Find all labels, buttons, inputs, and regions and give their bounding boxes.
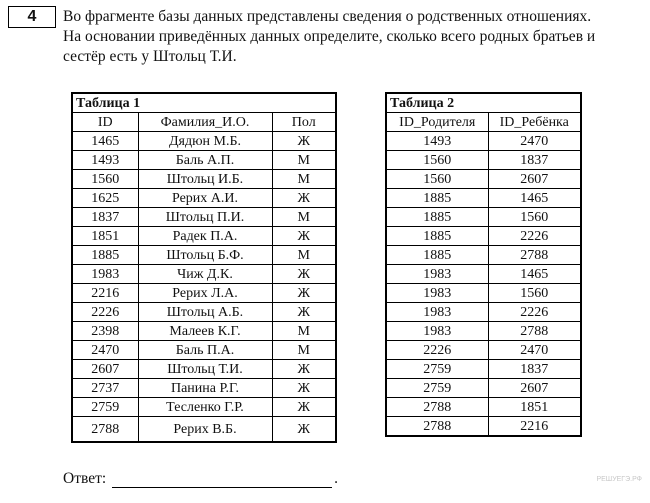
cell-name: Рерих В.Б. [138,417,272,443]
cell-child-id: 2470 [488,132,581,151]
cell-gender: Ж [272,189,336,208]
table-row [72,246,336,265]
cell-id: 2398 [72,322,138,341]
cell-gender: Ж [272,360,336,379]
column-header-id: ID [72,113,138,132]
cell-name: Чиж Д.К. [138,265,272,284]
question-text [63,7,643,67]
cell-parent-id: 1885 [386,246,488,265]
cell-gender: М [272,246,336,265]
cell-gender: Ж [272,265,336,284]
watermark: РЕШУЕГЭ.РФ [596,476,642,483]
cell-child-id: 1465 [488,189,581,208]
table-row [72,227,336,246]
cell-child-id: 2607 [488,379,581,398]
cell-name: Панина Р.Г. [138,379,272,398]
task-number-box [8,6,56,28]
cell-id: 1493 [72,151,138,170]
table-row [72,284,336,303]
cell-child-id: 2788 [488,322,581,341]
cell-child-id: 2788 [488,246,581,265]
cell-name: Штольц А.Б. [138,303,272,322]
cell-parent-id: 1493 [386,132,488,151]
cell-child-id: 2216 [488,417,581,437]
cell-gender: Ж [272,398,336,417]
answer-input-line[interactable] [112,473,332,488]
cell-gender: М [272,341,336,360]
cell-name: Баль П.А. [138,341,272,360]
table-row [72,417,336,443]
table-row [386,379,581,398]
question-line: На основании приведённых данных определите, сколько всего родных братьев и [63,28,596,45]
cell-id: 1885 [72,246,138,265]
table-2-body [386,132,581,437]
cell-id: 1851 [72,227,138,246]
cell-name: Рерих А.И. [138,189,272,208]
column-header-name: Фамилия_И.О. [138,113,272,132]
cell-id: 2607 [72,360,138,379]
cell-child-id: 2607 [488,170,581,189]
table-row [72,303,336,322]
cell-name: Тесленко Г.Р. [138,398,272,417]
cell-gender: М [272,170,336,189]
table-row [72,189,336,208]
table-1-caption: Таблица 1 [72,93,336,113]
cell-id: 1465 [72,132,138,151]
table-row [386,246,581,265]
table-row [72,360,336,379]
question-line: Во фрагменте базы данных представлены сведения о родственных отношениях. [63,8,592,25]
table-row [386,322,581,341]
cell-id: 2737 [72,379,138,398]
table-2-relations [385,92,582,437]
table-row [72,322,336,341]
cell-id: 2759 [72,398,138,417]
cell-gender: Ж [272,284,336,303]
cell-name: Штольц И.Б. [138,170,272,189]
task-number: 4 [27,8,37,25]
table-row [386,360,581,379]
cell-parent-id: 2759 [386,360,488,379]
cell-child-id: 1837 [488,151,581,170]
cell-child-id: 1837 [488,360,581,379]
cell-parent-id: 2788 [386,417,488,437]
cell-gender: Ж [272,417,336,443]
cell-id: 1837 [72,208,138,227]
cell-id: 2470 [72,341,138,360]
cell-parent-id: 2759 [386,379,488,398]
table-row [386,417,581,437]
cell-id: 1560 [72,170,138,189]
cell-child-id: 2470 [488,341,581,360]
table-row [386,170,581,189]
table-row [72,132,336,151]
cell-parent-id: 1560 [386,151,488,170]
answer-label: Ответ: [63,470,107,487]
table-row [386,284,581,303]
cell-gender: Ж [272,379,336,398]
cell-child-id: 1851 [488,398,581,417]
table-row [386,189,581,208]
cell-id: 2216 [72,284,138,303]
column-header-parent-id: ID_Родителя [386,113,488,132]
cell-id: 2788 [72,417,138,443]
cell-name: Штольц Т.И. [138,360,272,379]
table-row [386,208,581,227]
cell-id: 1983 [72,265,138,284]
cell-id: 1625 [72,189,138,208]
cell-gender: Ж [272,303,336,322]
cell-child-id: 2226 [488,227,581,246]
table-row [386,151,581,170]
cell-name: Баль А.П. [138,151,272,170]
table-row [386,265,581,284]
table-row [386,227,581,246]
answer-end: . [334,470,339,487]
column-header-gender: Пол [272,113,336,132]
cell-parent-id: 1560 [386,170,488,189]
table-row [386,341,581,360]
table-row [386,132,581,151]
question-line: сестёр есть у Штольц Т.И. [63,48,237,65]
cell-name: Дядюн М.Б. [138,132,272,151]
cell-name: Штольц Б.Ф. [138,246,272,265]
table-row [386,303,581,322]
cell-gender: М [272,322,336,341]
cell-child-id: 2226 [488,303,581,322]
cell-child-id: 1465 [488,265,581,284]
table-row [72,170,336,189]
cell-name: Штольц П.И. [138,208,272,227]
cell-parent-id: 1983 [386,322,488,341]
cell-child-id: 1560 [488,208,581,227]
table-1-body [72,132,336,443]
cell-child-id: 1560 [488,284,581,303]
cell-gender: М [272,208,336,227]
cell-parent-id: 1885 [386,208,488,227]
table-row [72,379,336,398]
table-1-persons [71,92,337,443]
cell-parent-id: 2226 [386,341,488,360]
table-row [72,265,336,284]
table-row [386,398,581,417]
cell-parent-id: 1983 [386,265,488,284]
cell-name: Радек П.А. [138,227,272,246]
cell-parent-id: 1885 [386,227,488,246]
table-row [72,398,336,417]
cell-name: Рерих Л.А. [138,284,272,303]
cell-gender: Ж [272,132,336,151]
table-row [72,341,336,360]
table-2-caption: Таблица 2 [386,93,581,113]
table-row [72,208,336,227]
cell-parent-id: 2788 [386,398,488,417]
column-header-child-id: ID_Ребёнка [488,113,581,132]
cell-parent-id: 1983 [386,303,488,322]
cell-gender: Ж [272,227,336,246]
answer-row [63,470,338,488]
cell-gender: М [272,151,336,170]
cell-parent-id: 1983 [386,284,488,303]
cell-parent-id: 1885 [386,189,488,208]
cell-name: Малеев К.Г. [138,322,272,341]
cell-id: 2226 [72,303,138,322]
table-row [72,151,336,170]
